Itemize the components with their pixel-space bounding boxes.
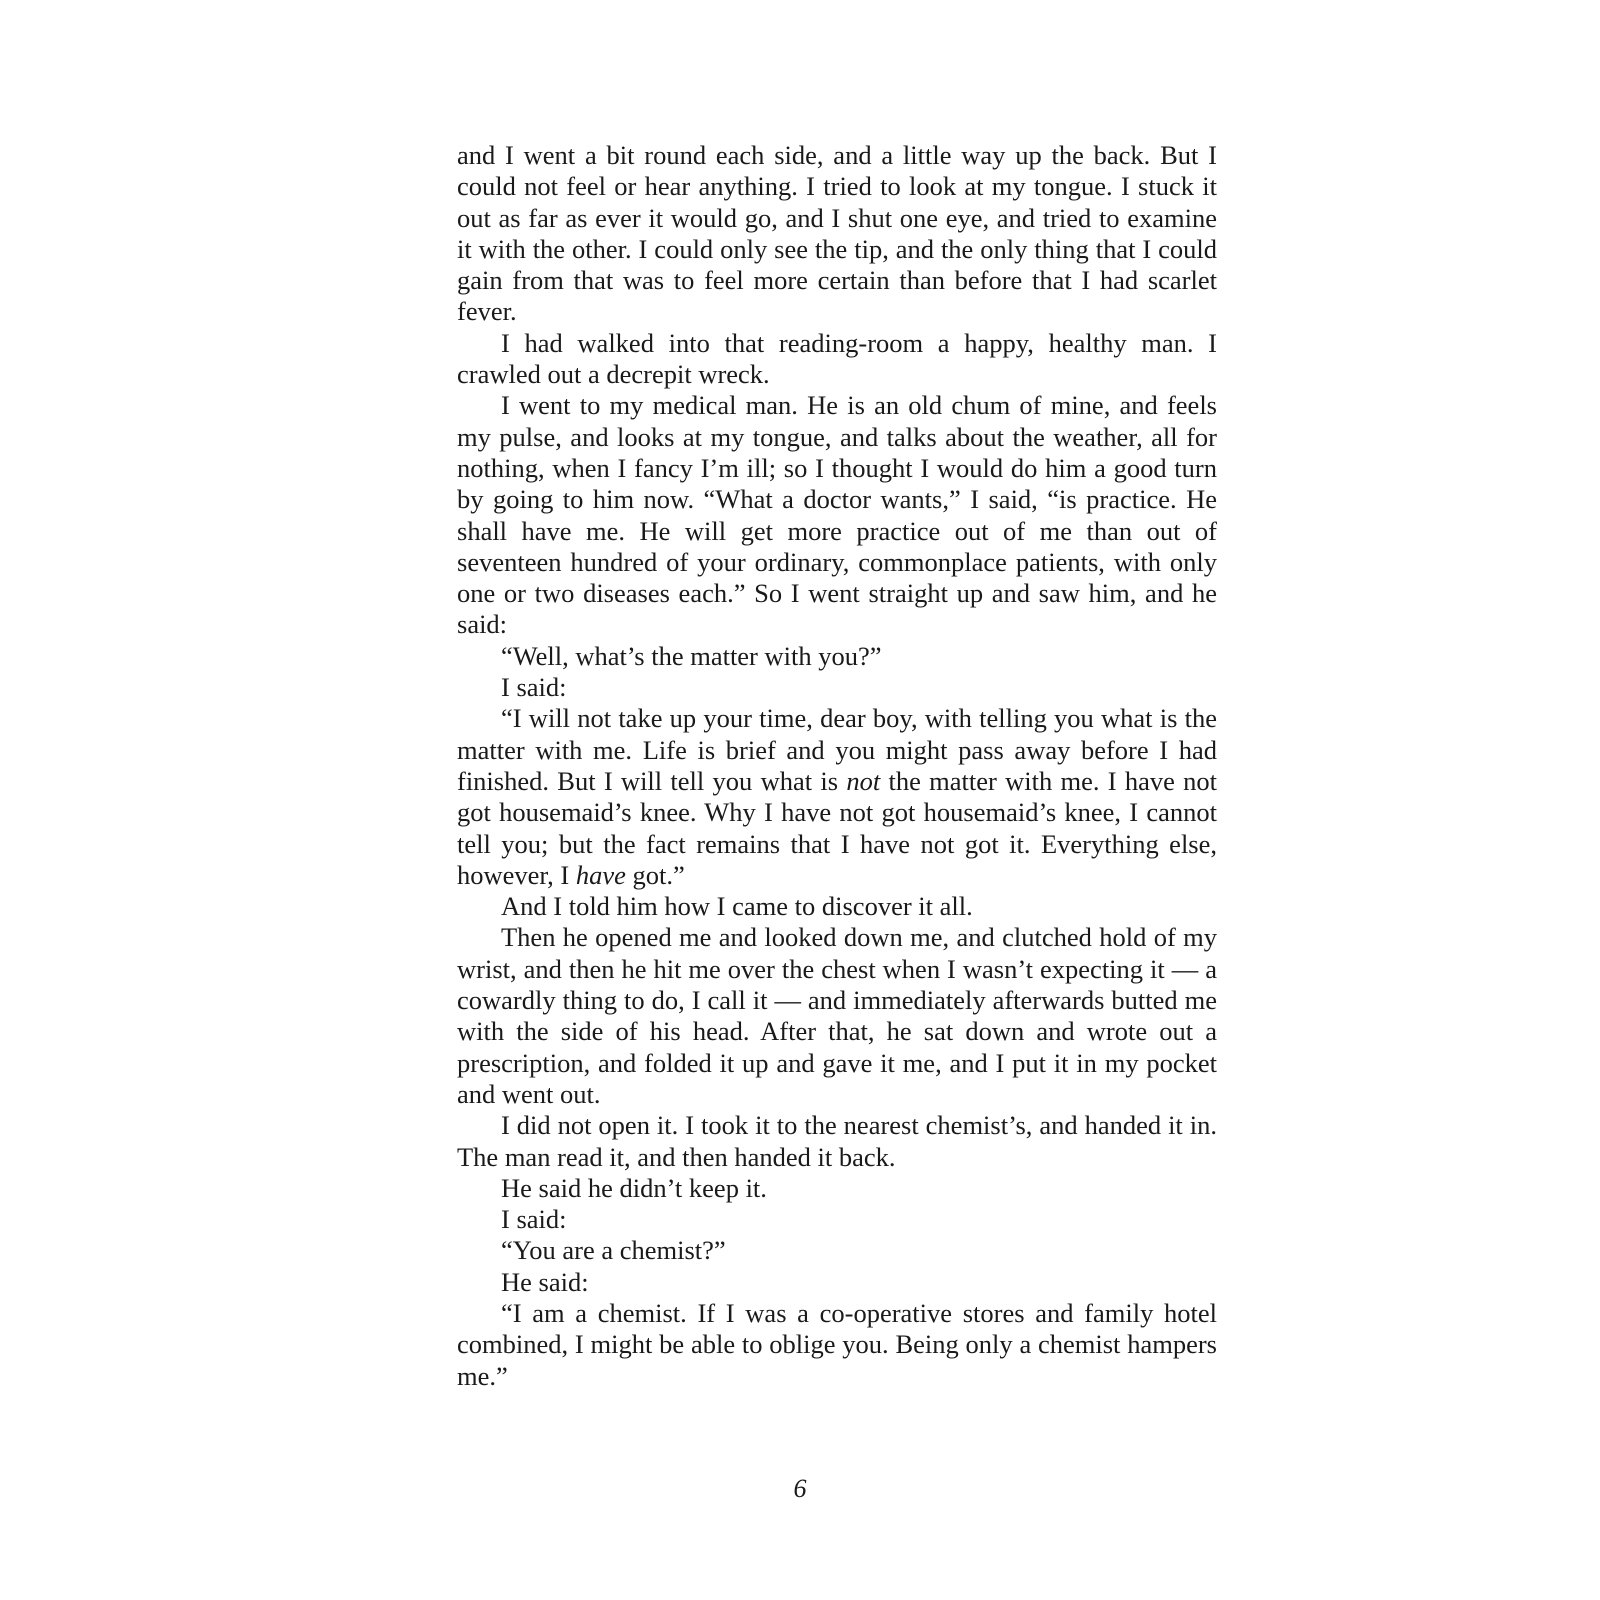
- text-run: And I told him how I came to discover it all.: [501, 891, 973, 922]
- text-run: “I will not take up your time, dear boy, with telling you what is the matter with me. Life is brief and you might pass away before I had finished. But I will tell you what is: [457, 703, 1217, 796]
- paragraph: [457, 1298, 1217, 1392]
- paragraph: [457, 891, 1217, 922]
- text-run: I said:: [501, 1204, 567, 1235]
- paragraph: [457, 1267, 1217, 1298]
- text-run: I had walked into that reading-room a happy, healthy man. I crawled out a decrepit wreck.: [457, 327, 1217, 390]
- text-run: “Well, what’s the matter with you?”: [501, 640, 882, 671]
- paragraph: [457, 390, 1217, 640]
- text-run: “You are a chemist?”: [501, 1235, 726, 1266]
- page-number: 6: [793, 1474, 807, 1503]
- text-run: He said:: [501, 1266, 589, 1297]
- paragraph: [457, 1110, 1217, 1173]
- paragraph: [457, 1204, 1217, 1235]
- text-run: “I am a chemist. If I was a co-operative stores and family hotel combined, I might be able to oblige you. Being only a chemist hampers me.”: [457, 1297, 1217, 1391]
- text-run: the matter with me. I have not got housemaid’s knee. Why I have not got housemaid’s knee, I cannot tell you; but the fact remains that I have not got it. Everything else, however, I: [457, 765, 1218, 890]
- text-run: I did not open it. I took it to the nearest chemist’s, and handed it in. The man read it, and then handed it back.: [457, 1110, 1217, 1172]
- paragraph: [457, 1235, 1217, 1266]
- paragraph: [457, 672, 1217, 703]
- text-run: got.”: [625, 859, 685, 890]
- text-run: I said:: [501, 672, 567, 703]
- text-run: I went to my medical man. He is an old chum of mine, and feels my pulse, and looks at my tongue, and talks about the weather, all for nothing, when I fancy I’m ill; so I thought I would do him a good turn by going to him now. “What a doctor wants,” I said, “is practice. He shall have me. He will get more practice out of me than out of seventeen hundred of your ordinary, commonplace patients, with only one or two diseases each.” So I went straight up and saw him, and he said:: [457, 390, 1217, 640]
- text-run: and I went a bit round each side, and a little way up the back. But I could not feel or hear anything. I tried to look at my tongue. I stuck it out as far as ever it would go, and I shut one eye, and tried to examine it with the other. I could only see the tip, and the only thing that I could gain from that was to feel more certain than before that I had scarlet fever.: [457, 140, 1217, 327]
- text-run: Then he opened me and looked down me, and clutched hold of my wrist, and then he hit me over the chest when I wasn’t expecting it — a cowardly thing to do, I call it — and immediately afterwards butted me with the side of his head. After that, he sat down and wrote out a prescription, and folded it up and gave it me, and I put it in my pocket and went out.: [457, 922, 1217, 1109]
- paragraph: [457, 140, 1217, 328]
- paragraph: [457, 703, 1217, 891]
- paragraph: [457, 641, 1217, 672]
- page-body-text: [457, 140, 1217, 1392]
- paragraph: [457, 1173, 1217, 1204]
- emphasis-text: not: [846, 765, 881, 796]
- paragraph: [457, 328, 1217, 391]
- emphasis-text: have: [575, 859, 626, 890]
- paragraph: [457, 922, 1217, 1110]
- text-run: He said he didn’t keep it.: [501, 1172, 767, 1203]
